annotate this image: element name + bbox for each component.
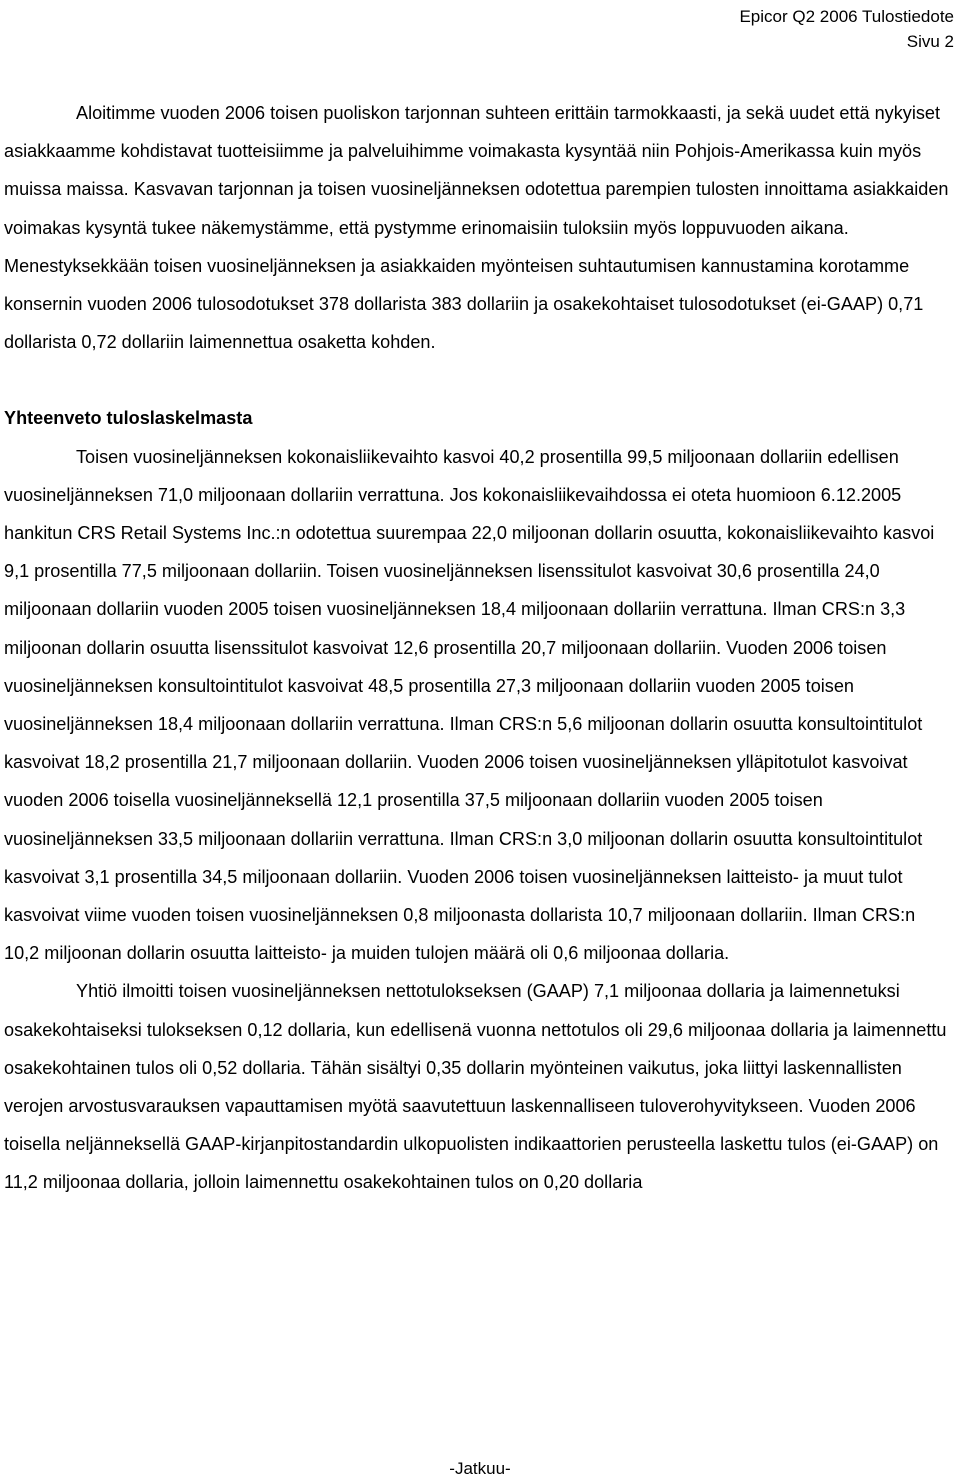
paragraph-outlook: Aloitimme vuoden 2006 toisen puoliskon tarjonnan suhteen erittäin tarmokkaasti, ja sekä uudet että nykyiset asiakkaamme kohdistavat tuotteisiimme ja palveluihimme voimakasta kysyntää niin Pohjois-Amerikassa kuin myös muissa maissa. Kasvavan tarjonnan ja toisen vuosineljänneksen odotettua parempien tulosten innoittama asiakkaiden voimakas kysyntä tukee näkemystämme, että pystymme erinomaisiin tuloksiin myös loppuvuoden aikana. Menestyksekkään toisen vuosineljänneksen ja asiakkaiden myönteisen suhtautumisen kannustamina korotamme konsernin vuoden 2006 tulosodotukset 378 dollarista 383 dollariin ja osakekohtaiset tulosodotukset (ei-GAAP) 0,71 dollarista 0,72 dollariin laimennettua osaketta kohden. [4,103,949,353]
paragraph-net-income: Yhtiö ilmoitti toisen vuosineljänneksen nettotulokseksen (GAAP) 7,1 miljoonaa dollaria ja laimennetuksi osakekohtaiseksi tulokseksen 0,12 dollaria, kun edellisenä vuonna nettotulos oli 29,6 miljoonaa dollaria ja laimennettu osakekohtainen tulos oli 0,52 dollaria. Tähän sisältyi 0,35 dollarin myönteinen vaikutus, joka liittyi laskennallisten verojen arvostusvarauksen vapauttamisen myötä saavutettuun laskennalliseen tuloverohyvitykseen. Vuoden 2006 toisella neljänneksellä GAAP-kirjanpitostandardin ulkopuolisten indikaattorien perusteella laskettu tulos (ei-GAAP) on 11,2 miljoonaa dollaria, jolloin laimennettu osakekohtainen tulos on 0,20 dollaria [4,981,947,1193]
continued-marker: -Jatkuu- [449,1459,511,1478]
page-number: Sivu 2 [906,32,954,51]
page-header [739,4,954,54]
section-heading: Yhteenveto tuloslaskelmasta [4,408,253,429]
document-title: Epicor Q2 2006 Tulostiedote [739,7,954,26]
paragraph-revenue: Toisen vuosineljänneksen kokonaisliikevaihto kasvoi 40,2 prosentilla 99,5 miljoonaan dollariin edellisen vuosineljänneksen 71,0 miljoonaan dollariin verrattuna. Jos kokonaisliikevaihdossa ei oteta huomioon 6.12.2005 hankitun CRS Retail Systems Inc.:n odotettua suurempaa 22,0 miljoonan dollarin osuutta, kokonaisliikevaihto kasvoi 9,1 prosentilla 77,5 miljoonaan dollariin. Toisen vuosineljänneksen lisenssitulot kasvoivat 30,6 prosentilla 24,0 miljoonaan dollariin vuoden 2005 toisen vuosineljänneksen 18,4 miljoonaan dollariin verrattuna. Ilman CRS:n 3,3 miljoonan dollarin osuutta lisenssitulot kasvoivat 12,6 prosentilla 20,7 miljoonaan dollariin. Vuoden 2006 toisen vuosineljänneksen konsultointitulot kasvoivat 48,5 prosentilla 27,3 miljoonaan dollariin vuoden 2005 toisen vuosineljänneksen 18,4 miljoonaan dollariin verrattuna. Ilman CRS:n 5,6 miljoonan dollarin osuutta konsultointitulot kasvoivat 18,2 prosentilla 21,7 miljoonaan dollariin. Vuoden 2006 toisen vuosineljänneksen ylläpitotulot kasvoivat vuoden 2006 toisella vuosineljänneksellä 12,1 prosentilla 37,5 miljoonaan dollariin vuoden 2005 toisen vuosineljänneksen 33,5 miljoonaan dollariin verrattuna. Ilman CRS:n 3,0 miljoonan dollarin osuutta konsultointitulot kasvoivat 3,1 prosentilla 34,5 miljoonaan dollariin. Vuoden 2006 toisen vuosineljänneksen laitteisto- ja muut tulot kasvoivat viime vuoden toisen vuosineljänneksen 0,8 miljoonasta dollarista 10,7 miljoonaan dollariin. Ilman CRS:n 10,2 miljoonan dollarin osuutta laitteisto- ja muiden tulojen määrä oli 0,6 miljoonaa dollaria. [4,446,935,964]
document-body [4,94,952,1202]
